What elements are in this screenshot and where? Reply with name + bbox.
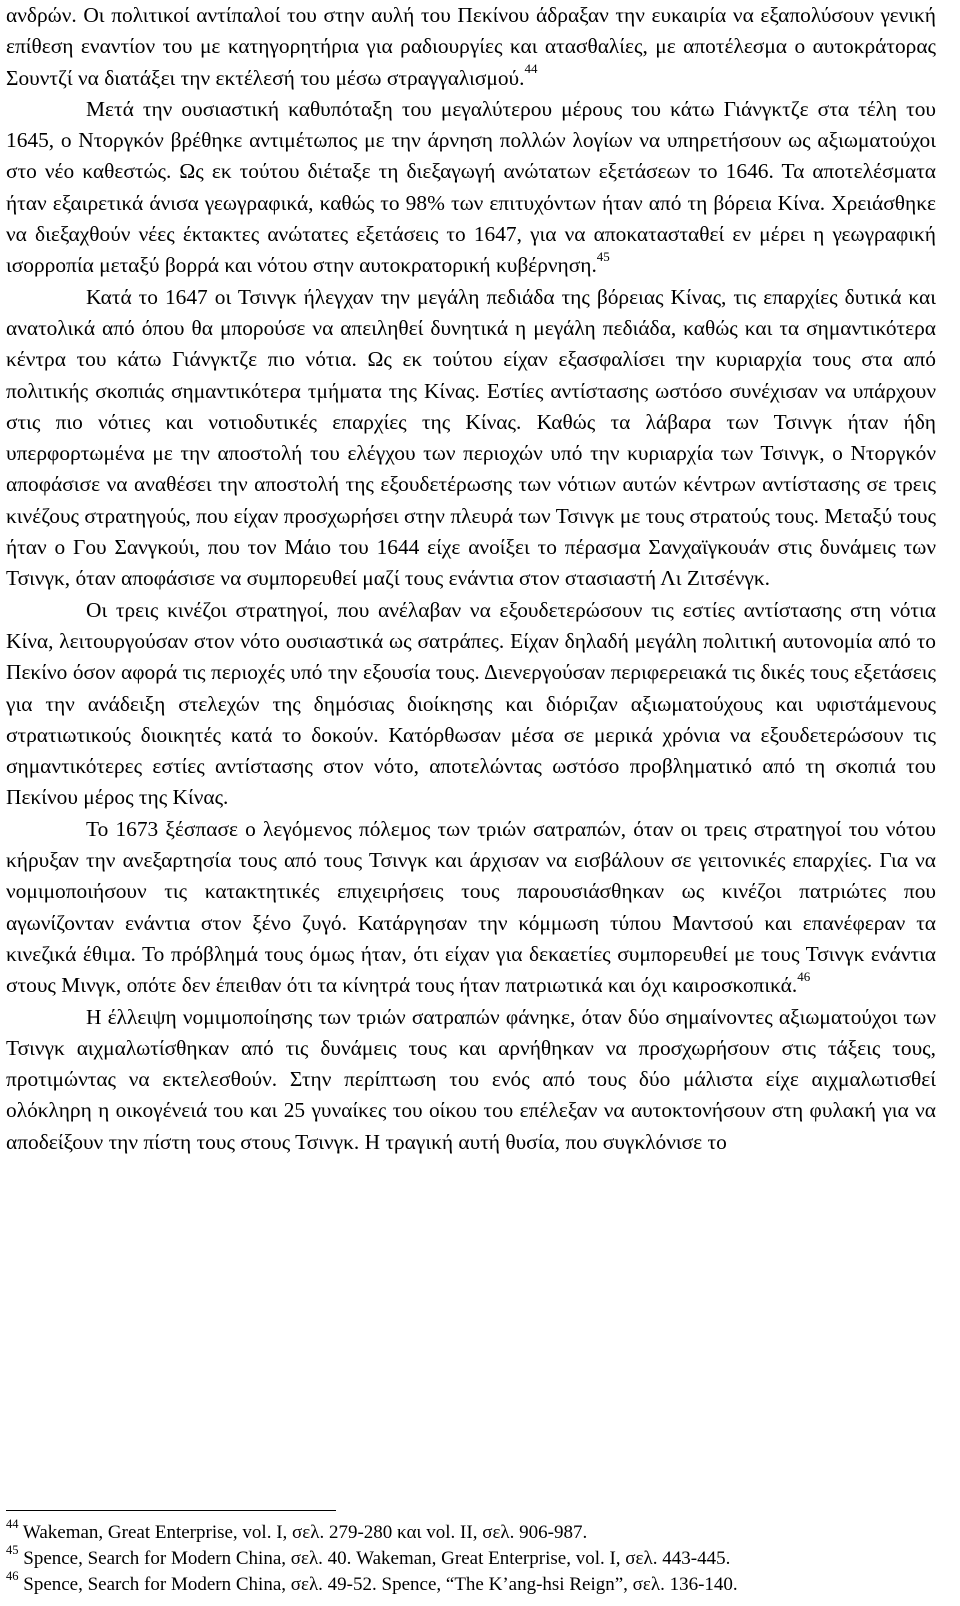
footnote-45: [6, 1542, 936, 1572]
footnotes: [6, 1516, 936, 1598]
footnote-text: Wakeman, Great Enterprise, vol. I, σελ. 279-280 και vol. II, σελ. 906-987.: [22, 1522, 588, 1543]
paragraph-text: Μετά την ουσιαστική καθυπόταξη του μεγαλύτερου μέρους του κάτω Γιάνγκτζε στα τέλη του 1645, ο Ντοργκόν βρέθηκε αντιμέτωπος με την άρνηση πολλών λογίων να υπηρετήσουν ως αξιωματούχοι στο νέο καθεστώς. Ως εκ τούτου διέταξε τη διεξαγωγή ανώτατων εξετάσεων το 1646. Τα αποτελέσματα ήταν εξαιρετικά άνισα γεωγραφικά, καθώς το 98% των επιτυχόντων ήταν από τη βόρεια Κίνα. Χρειάσθηκε να διεξαχθούν νέες έκτακτες ανώτατες εξετάσεις το 1647, για να αποκατασταθεί εν μέρει η γεωγραφική ισορροπία μεταξύ βορρά και νότου στην αυτοκρατορική κυβέρνηση.: [6, 96, 936, 278]
footnote-separator: [6, 1510, 336, 1511]
footnote-number: 45: [6, 1542, 19, 1557]
paragraph-text: ανδρών. Οι πολιτικοί αντίπαλοί του στην αυλή του Πεκίνου άδραξαν την ευκαιρία να εξαπολύσουν γενική επίθεση εναντίον του με κατηγορητήρια για ραδιουργίες και ατασθαλίες, με αποτέλεσμα ο αυτοκράτορας Σουντζί να διατάξει την εκτέλεσή του μέσω στραγγαλισμού.: [6, 3, 936, 90]
footnote-number: 46: [6, 1568, 19, 1583]
paragraph-4: [6, 595, 936, 814]
footnote-number: 44: [6, 1516, 19, 1531]
footnote-46: [6, 1568, 936, 1598]
footnote-ref-45[interactable]: 45: [596, 249, 610, 265]
paragraph-text: Οι τρεις κινέζοι στρατηγοί, που ανέλαβαν να εξουδετερώσουν τις εστίες αντίστασης στη νότια Κίνα, λειτουργούσαν στον νότο ουσιαστικά ως σατράπες. Είχαν δηλαδή μεγάλη πολιτική αυτονομία από το Πεκίνο όσον αφορά τις περιοχές υπό την εξουσία τους. Διενεργούσαν περιφερειακά τις δικές τους εξετάσεις για την ανάδειξη στελεχών της δημόσιας διοίκησης και διόριζαν αξιωματούχους και υφιστάμενους στρατιωτικούς διοικητές κατά το δοκούν. Κατόρθωσαν μέσα σε μερικά χρόνια να εξουδετερώσουν τις σημαντικότερες εστίες αντίστασης στον νότο, αποτελώντας ωστόσο προβληματικό από τη σκοπιά του Πεκίνου μέρος της Κίνας.: [6, 597, 936, 810]
paragraph-5: [6, 814, 936, 1002]
paragraph-2: [6, 94, 936, 282]
footnote-text: Spence, Search for Modern China, σελ. 49-52. Spence, “The K’ang-hsi Reign”, σελ. 136-140.: [23, 1574, 738, 1595]
footnote-ref-46[interactable]: 46: [797, 969, 811, 985]
paragraph-6: [6, 1002, 936, 1158]
paragraph-1: [6, 0, 936, 94]
paragraph-text: Η έλλειψη νομιμοποίησης των τριών σατραπών φάνηκε, όταν δύο σημαίνοντες αξιωματούχοι των Τσινγκ αιχμαλωτίσθηκαν από τις δυνάμεις τους και αρνήθηκαν να προσχωρήσουν στις τάξεις τους, προτιμώντας να εκτελεσθούν. Στην περίπτωση του ενός από τους δύο μάλιστα είχε αιχμαλωτισθεί ολόκληρη η οικογένειά του και 25 γυναίκες του οίκου του επέλεξαν να αυτοκτονήσουν στη φυλακή για να αποδείξουν την πίστη τους στους Τσινγκ. Η τραγική αυτή θυσία, που συγκλόνισε το: [6, 1004, 936, 1154]
footnote-text: Spence, Search for Modern China, σελ. 40. Wakeman, Great Enterprise, vol. I, σελ. 443-445.: [23, 1548, 731, 1569]
body-text: [6, 0, 936, 1158]
paragraph-text: Κατά το 1647 οι Τσινγκ ήλεγχαν την μεγάλη πεδιάδα της βόρειας Κίνας, τις επαρχίες δυτικά και ανατολικά από όπου θα μπορούσε να απειληθεί δυνητικά η μεγάλη πεδιάδα, καθώς και τα σημαντικότερα κέντρα του κάτω Γιάνγκτζε πιο νότια. Ως εκ τούτου είχαν εξασφαλίσει την κυριαρχία τους στα από πολιτικής σκοπιάς σημαντικότερα τμήματα της Κίνας. Εστίες αντίστασης ωστόσο συνέχισαν να υπάρχουν στις πιο νότιες και νοτιοδυτικές επαρχίες της Κίνας. Καθώς τα λάβαρα των Τσινγκ ήταν ήδη υπερφορτωμένα με την αποστολή του ελέγχου των περιοχών υπό την κυριαρχία των Τσινγκ, ο Ντοργκόν αποφάσισε να αναθέσει την αποστολή της εξουδετέρωσης των νότιων αυτών κέντρων αντίστασης σε τρεις κινέζους στρατηγούς, που είχαν προσχωρήσει στην πλευρά των Τσινγκ με τους στρατούς τους. Μεταξύ τους ήταν ο Γου Σανγκούι, που τον Μάιο του 1644 είχε ανοίξει το πέρασμα Σανχαϊγκουάν στις δυνάμεις των Τσινγκ, όταν αποφάσισε να συμπορευθεί μαζί τους ενάντια στον στασιαστή Λι Ζιτσένγκ.: [6, 284, 936, 591]
footnote-44: [6, 1516, 936, 1546]
paragraph-text: Το 1673 ξέσπασε ο λεγόμενος πόλεμος των τριών σατραπών, όταν οι τρεις στρατηγοί του νότου κήρυξαν την ανεξαρτησία τους από τους Τσινγκ και άρχισαν να εισβάλουν σε γειτονικές επαρχίες. Για να νομιμοποιήσουν τις κατακτητικές επιχειρήσεις τους παρουσιάσθηκαν ως κινέζοι πατριώτες που αγωνίζονταν ενάντια στον ξένο ζυγό. Κατάργησαν την κόμμωση τύπου Μαντσού και επανέφεραν τα κινεζικά έθιμα. Το πρόβλημά τους όμως ήταν, ότι είχαν για δεκαετίες συμπορευθεί με τους Τσινγκ ενάντια στους Μινγκ, οπότε δεν έπειθαν ότι τα κίνητρά τους ήταν πατριωτικά και όχι καιροσκοπικά.: [6, 816, 936, 998]
paragraph-3: [6, 282, 936, 595]
footnote-ref-44[interactable]: 44: [524, 61, 538, 77]
